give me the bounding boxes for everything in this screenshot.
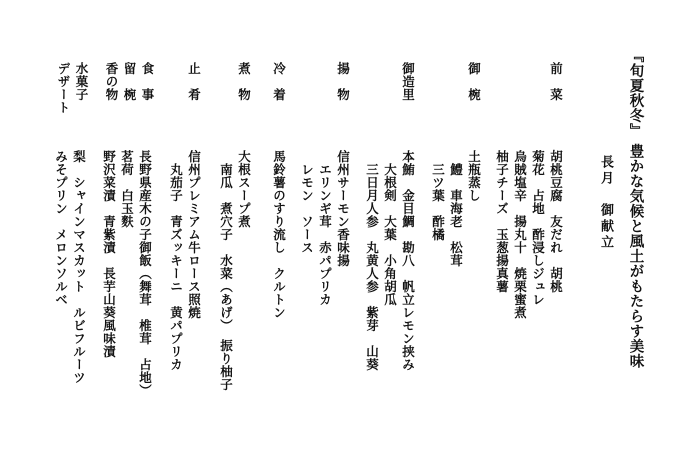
dish-line: エリンギ茸 赤パプリカ	[317, 150, 333, 306]
menu-subtitle: 長月 御献立	[598, 155, 613, 251]
dish-line: 大根剣 大葉 小角胡瓜	[382, 150, 398, 306]
dish-line: 信州サーモン香味揚	[335, 150, 351, 267]
dish-line: 柚子チーズ 玉葱揚真薯	[494, 150, 510, 293]
course-label: 御 椀	[466, 62, 482, 101]
dish-line: 大根スープ煮	[236, 150, 252, 228]
dish-line: 梨 シャインマスカット ルビフルーツ	[71, 150, 87, 384]
dish-line: 鱧 車海老 松茸	[448, 150, 464, 267]
menu-title: 『旬夏秋冬』 豊かな気候と風土がもたらす美味	[627, 48, 645, 369]
dish-line: 丸茄子 青ズッキーニ 黄パプリカ	[168, 150, 184, 371]
dish-line: 胡桃豆腐 友だれ 胡桃	[548, 150, 564, 293]
course-label: 前 菜	[548, 62, 564, 101]
course-label: 冷 着	[271, 62, 287, 101]
dish-line: みそプリン メロンソルベ	[53, 150, 69, 306]
dish-line: レモン ソース	[299, 150, 315, 254]
dish-line: 茗荷 白玉麩	[119, 150, 135, 228]
course-label: 御造里	[400, 62, 416, 101]
dish-line: 長野県産木の子御飯（舞茸 椎茸 占地）	[137, 150, 153, 397]
dish-line: 信州プレミアム牛ロース照焼	[186, 150, 202, 319]
dish-line: 烏賊塩辛 揚丸十 焼栗蜜煮	[512, 150, 528, 319]
course-label: 止 肴	[186, 62, 202, 101]
course-label: 食 事 留 椀 香の物	[104, 62, 155, 101]
dish-line: 三ツ葉 酢橘	[430, 150, 446, 241]
dish-line: 菊花 占地 酢浸しジュレ	[530, 150, 546, 306]
course-label: 煮 物	[236, 62, 252, 101]
course-label: 揚 物	[335, 62, 351, 101]
dish-line: 南瓜 煮穴子 水菜（あげ） 振り柚子	[218, 150, 234, 391]
dish-line: 三日月人参 丸黄人参 紫芽 山葵	[364, 150, 380, 371]
dish-line: 馬鈴薯のすり流し クルトン	[271, 150, 287, 319]
course-label: 水菓子 デザート	[56, 62, 89, 114]
dish-line: 土瓶蒸し	[466, 150, 482, 202]
dish-line: 本鮪 金目鯛 勘八 帆立レモン挟み	[400, 150, 416, 371]
dish-line: 野沢菜漬 青紫漬 長芋山葵風味漬	[101, 150, 117, 358]
